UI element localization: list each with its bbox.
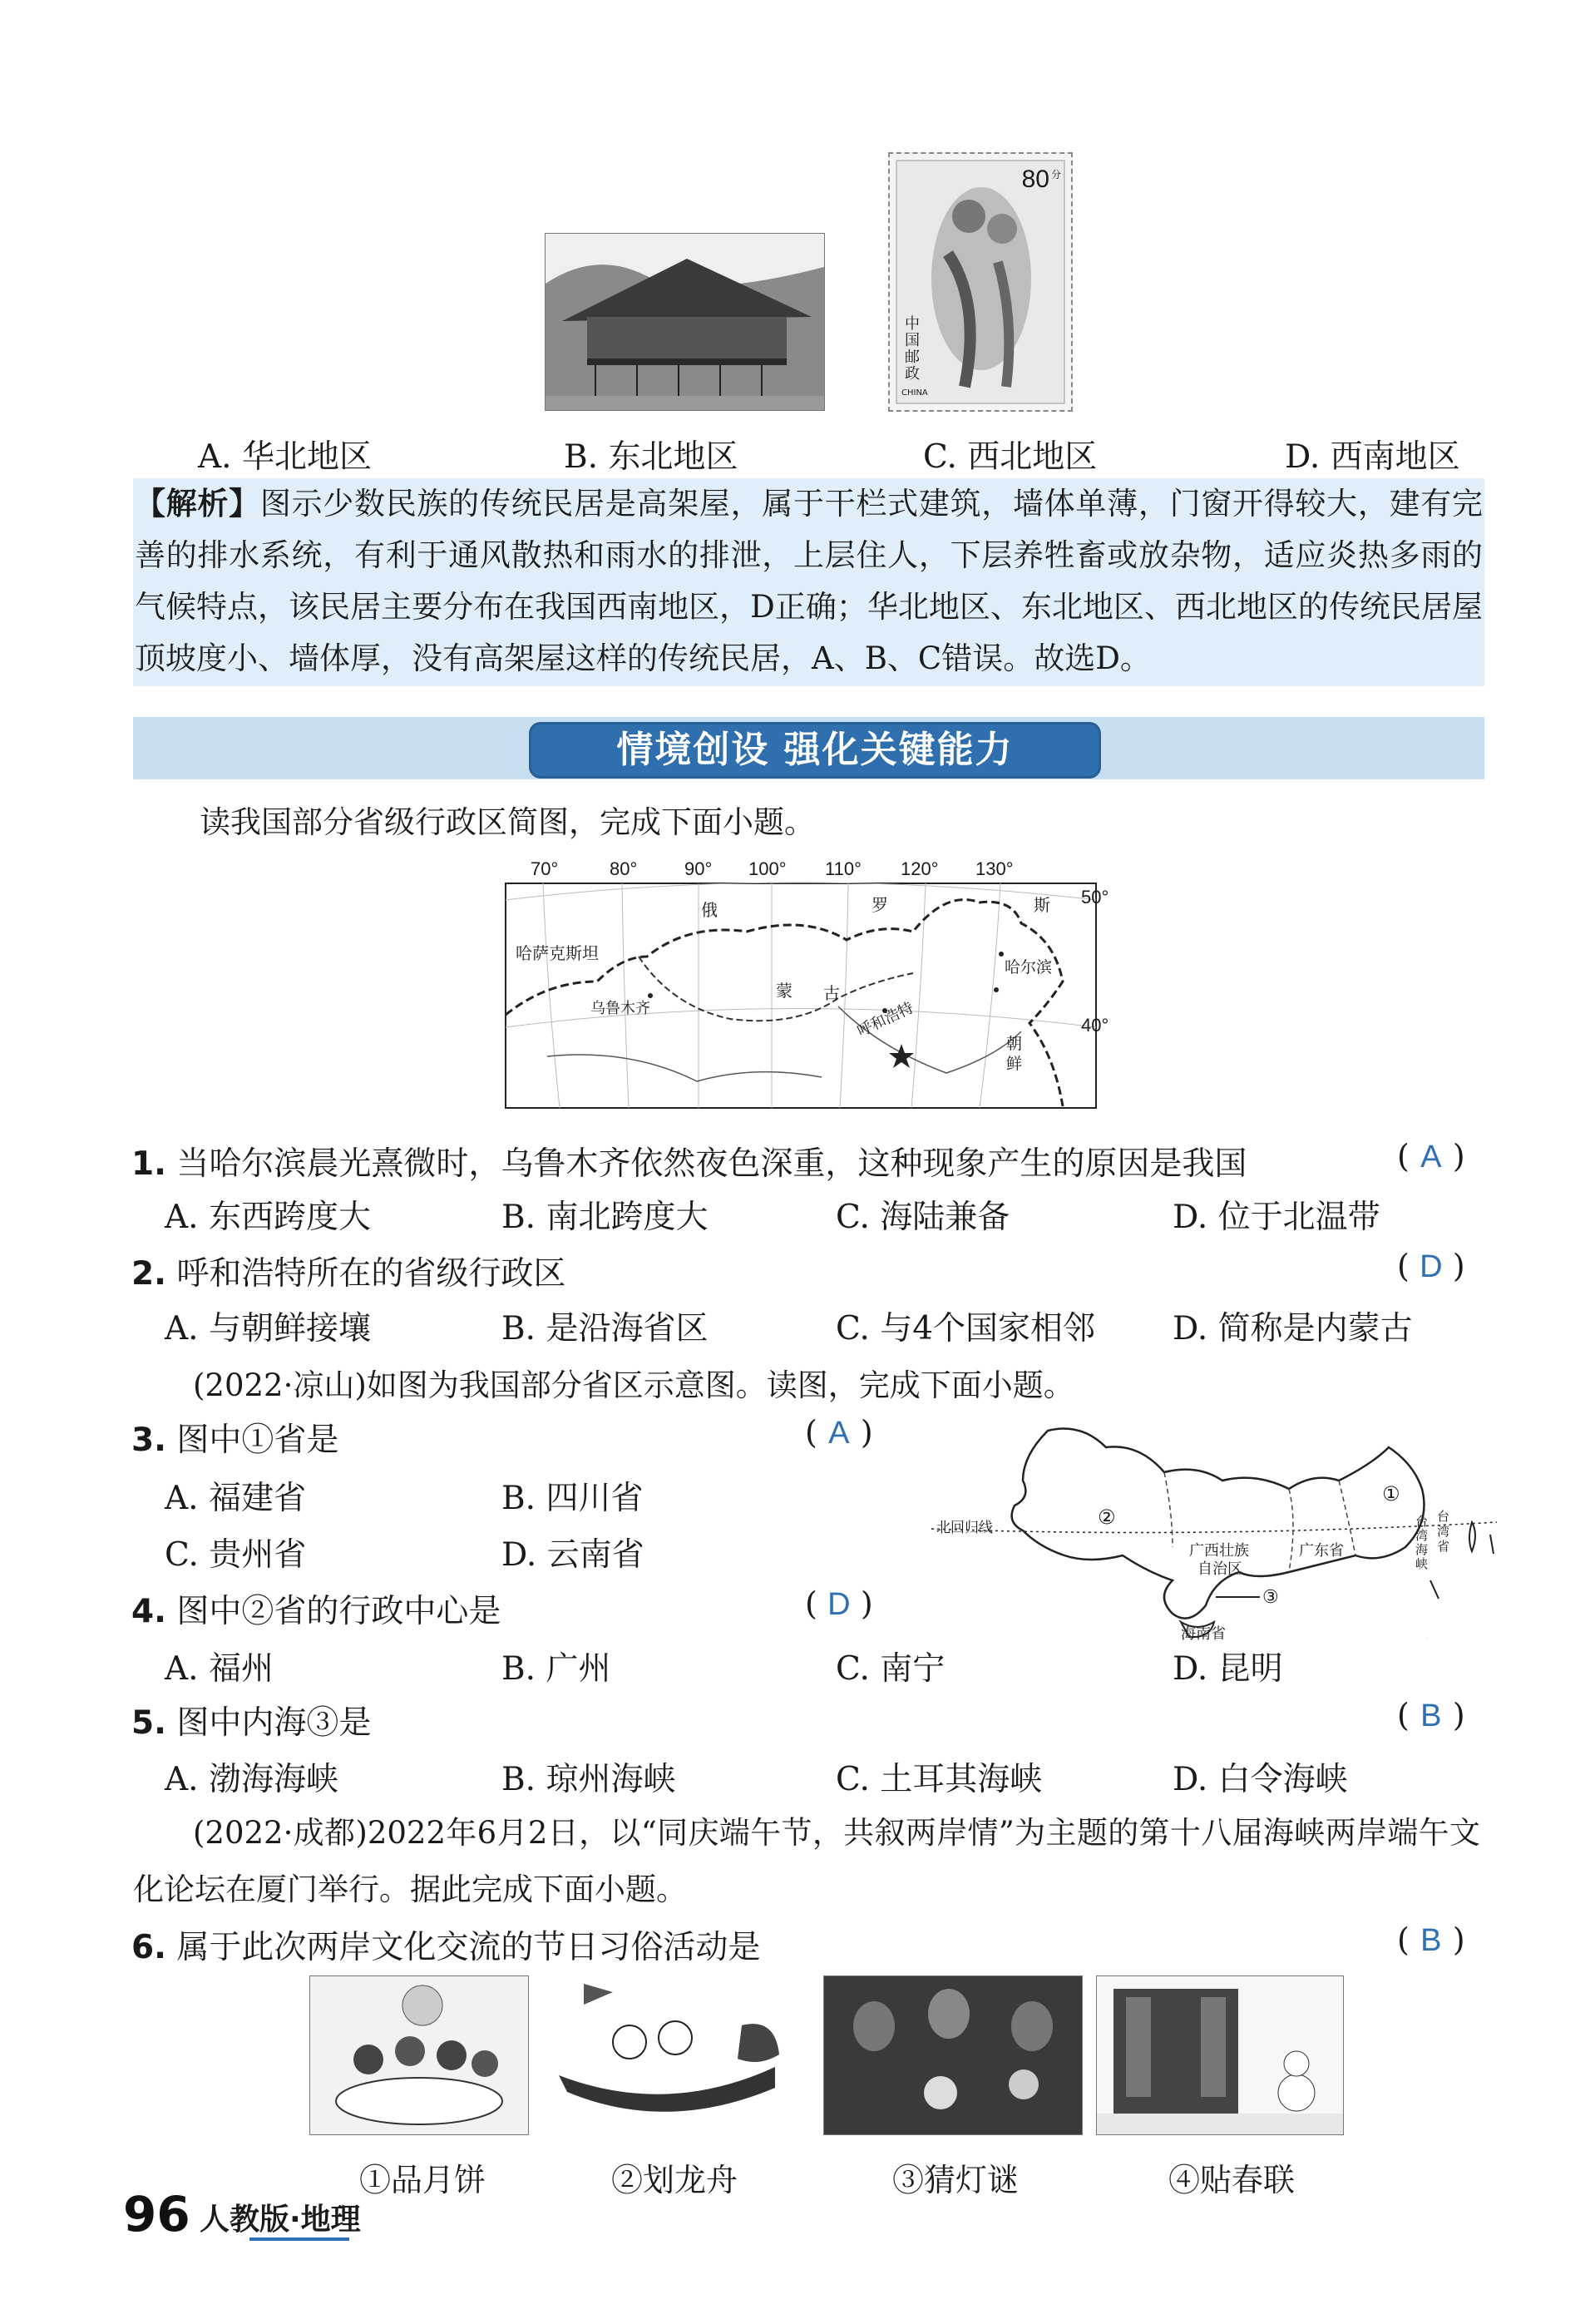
intro-map2: (2022·凉山)如图为我国部分省区示意图。读图，完成下面小题。 [193, 1367, 1074, 1403]
q6-number: 6. [131, 1929, 166, 1966]
stamp-image [888, 152, 1073, 412]
q3-text: 图中①省是 [176, 1422, 339, 1459]
map-label-mongolia-2: 古 [823, 983, 840, 1003]
caption-spring-couplet: ④贴春联 [1168, 2162, 1296, 2198]
map-lon-120: 120° [901, 858, 939, 879]
map-lon-110: 110° [825, 858, 862, 879]
q1-text: 当哈尔滨晨光熹微时，乌鲁木齐依然夜色深重，这种现象产生的原因是我国 [176, 1145, 1247, 1183]
map2-label-taiwan-3: 省 [1437, 1539, 1450, 1554]
q3-answer: ( A ) [805, 1414, 873, 1451]
q6-answer-value: B [1420, 1923, 1442, 1958]
stamp-unit: 分 [1050, 169, 1061, 180]
q6-text: 属于此次两岸文化交流的节日习俗活动是 [176, 1929, 761, 1966]
prev-option-a: A. 华北地区 [198, 438, 372, 476]
analysis-text: 图示少数民族的传统民居是高架屋，属于干栏式建筑，墙体单薄，门窗开得较大，建有完善的排水系统，有利于通风散热和雨水的排泄，上层住人，下层养牲畜或放杂物，适应炎热多雨的气候特点，该民居主要分布在我国西南地区，D正确；华北地区、东北地区、西北地区的传统民居屋顶坡度小、墙体厚，没有高架屋这样的传统民居，A、B、C错误。故选D。 [135, 486, 1483, 676]
map-label-korea-2: 鲜 [1006, 1055, 1023, 1073]
spring-couplet-picture [1096, 1975, 1344, 2135]
map2-label-strait-3: 海 [1415, 1542, 1429, 1557]
q4-option-c: C. 南宁 [836, 1650, 946, 1688]
q3-option-d: D. 云南省 [501, 1536, 644, 1574]
map-label-mongolia-1: 蒙 [776, 981, 792, 1001]
prev-option-d: D. 西南地区 [1285, 438, 1460, 476]
map-lon-90: 90° [684, 858, 713, 879]
map-lon-100: 100° [748, 858, 787, 879]
q3-answer-value: A [828, 1416, 850, 1451]
map2-label-strait-2: 湾 [1415, 1528, 1429, 1543]
map-china-north [481, 857, 1121, 1115]
map-lat-40: 40° [1081, 1015, 1109, 1036]
map2-tropic-label: 北回归线 [936, 1520, 993, 1536]
map2-label-hainan: 海南省 [1181, 1625, 1226, 1643]
map-label-harbin: 哈尔滨 [1005, 958, 1053, 977]
q4-option-d: D. 昆明 [1173, 1650, 1283, 1688]
q4-option-b: B. 广州 [501, 1650, 611, 1688]
map2-marker-3: ③ [1262, 1587, 1279, 1608]
q4-stem [131, 1585, 501, 1632]
intro-festival-text: (2022·成都)2022年6月2日，以“同庆端午节，共叙两岸情”为主题的第十八届海峡两岸端午文化论坛在厦门举行。据此完成下面小题。 [133, 1815, 1480, 1907]
map-label-urumqi: 乌鲁木齐 [590, 1000, 650, 1017]
map-label-russia-1: 俄 [701, 900, 718, 920]
stilt-house-photo [545, 233, 825, 411]
map2-label-taiwan-2: 湾 [1437, 1524, 1450, 1539]
q2-option-d: D. 简称是内蒙古 [1173, 1310, 1413, 1347]
lantern-riddle-picture [823, 1975, 1083, 2135]
q5-stem [131, 1697, 371, 1743]
q6-answer: ( B ) [1397, 1921, 1465, 1958]
footer-underline [249, 2237, 349, 2241]
q5-answer: ( B ) [1397, 1697, 1465, 1733]
prev-option-b: B. 东北地区 [564, 438, 738, 476]
page-number: 96 [123, 2186, 190, 2242]
analysis-tag: 【解析】 [135, 486, 260, 522]
q3-option-b: B. 四川省 [501, 1480, 644, 1517]
map-lon-130: 130° [975, 858, 1014, 879]
map-label-hohhot: 呼和浩特 [854, 999, 916, 1041]
q2-option-c: C. 与4个国家相邻 [836, 1310, 1096, 1347]
q5-option-d: D. 白令海峡 [1173, 1761, 1348, 1798]
footer-edition: 人教版·地理 [200, 2203, 361, 2237]
q2-answer-value: D [1420, 1249, 1443, 1284]
q2-text: 呼和浩特所在的省级行政区 [176, 1255, 566, 1293]
map2-marker-2: ② [1098, 1506, 1116, 1529]
q4-text: 图中②省的行政中心是 [176, 1593, 501, 1630]
mooncake-picture [309, 1975, 529, 2135]
intro-map1: 读我国部分省级行政区简图，完成下面小题。 [200, 804, 815, 840]
q3-stem [131, 1414, 338, 1461]
map2-label-guangxi-2: 自治区 [1197, 1560, 1242, 1578]
prev-option-c: C. 西北地区 [923, 438, 1098, 476]
q2-answer: ( D ) [1397, 1248, 1465, 1284]
q6-stem [131, 1921, 760, 1968]
map-lat-50: 50° [1081, 887, 1109, 907]
map2-marker-1: ① [1382, 1482, 1400, 1506]
q5-number: 5. [131, 1704, 166, 1742]
caption-dragon-boat: ②划龙舟 [611, 2162, 738, 2198]
q2-option-a: A. 与朝鲜接壤 [165, 1310, 371, 1347]
q2-option-b: B. 是沿海省区 [501, 1310, 709, 1347]
stamp-country-en: CHINA [901, 388, 928, 398]
q4-answer: ( D ) [805, 1585, 873, 1622]
q1-stem [131, 1138, 1247, 1184]
stamp-value: 80 [1021, 166, 1049, 193]
map-lon-70: 70° [531, 858, 559, 879]
map-label-korea-1: 朝 [1006, 1035, 1023, 1053]
intro-festival [133, 1805, 1480, 1918]
map-label-russia-3: 斯 [1034, 895, 1050, 915]
q3-option-a: A. 福建省 [165, 1480, 306, 1517]
q4-option-a: A. 福州 [165, 1650, 274, 1688]
dragon-boat-picture [551, 1975, 792, 2134]
map-lon-80: 80° [610, 858, 638, 879]
analysis-box [133, 478, 1484, 686]
stamp-country: 中国邮政 [905, 315, 920, 383]
q5-text: 图中内海③是 [176, 1704, 372, 1742]
q5-option-b: B. 琼州海峡 [501, 1761, 676, 1798]
q1-answer-value: A [1420, 1140, 1442, 1174]
q2-number: 2. [131, 1255, 166, 1293]
q1-option-a: A. 东西跨度大 [165, 1199, 371, 1236]
map2-label-guangdong: 广东省 [1299, 1542, 1344, 1560]
map2-label-taiwan-1: 台 [1437, 1509, 1450, 1524]
caption-mooncake: ①品月饼 [359, 2162, 486, 2198]
section-title: 情境创设 强化关键能力 [529, 722, 1101, 779]
q4-answer-value: D [827, 1587, 851, 1622]
q3-number: 3. [131, 1422, 166, 1459]
q5-answer-value: B [1420, 1698, 1442, 1733]
section-banner [133, 717, 1484, 779]
map-label-russia-2: 罗 [872, 895, 888, 915]
q5-option-a: A. 渤海海峡 [165, 1761, 338, 1798]
q1-option-b: B. 南北跨度大 [501, 1199, 709, 1236]
map2-label-strait-4: 峡 [1415, 1556, 1429, 1571]
q1-option-d: D. 位于北温带 [1173, 1199, 1380, 1236]
q1-number: 1. [131, 1145, 166, 1183]
q3-option-c: C. 贵州省 [165, 1536, 307, 1574]
map-south-china [923, 1414, 1497, 1643]
map2-label-strait-1: 台 [1415, 1514, 1429, 1529]
q5-option-c: C. 土耳其海峡 [836, 1761, 1043, 1798]
q4-number: 4. [131, 1593, 166, 1630]
q1-option-c: C. 海陆兼备 [836, 1199, 1010, 1236]
caption-lantern-riddle: ③猜灯谜 [892, 2162, 1020, 2198]
map2-label-guangxi-1: 广西壮族 [1189, 1542, 1249, 1560]
q2-stem [131, 1248, 565, 1294]
map-label-kazakhstan: 哈萨克斯坦 [516, 943, 599, 963]
q1-answer: ( A ) [1397, 1138, 1465, 1174]
